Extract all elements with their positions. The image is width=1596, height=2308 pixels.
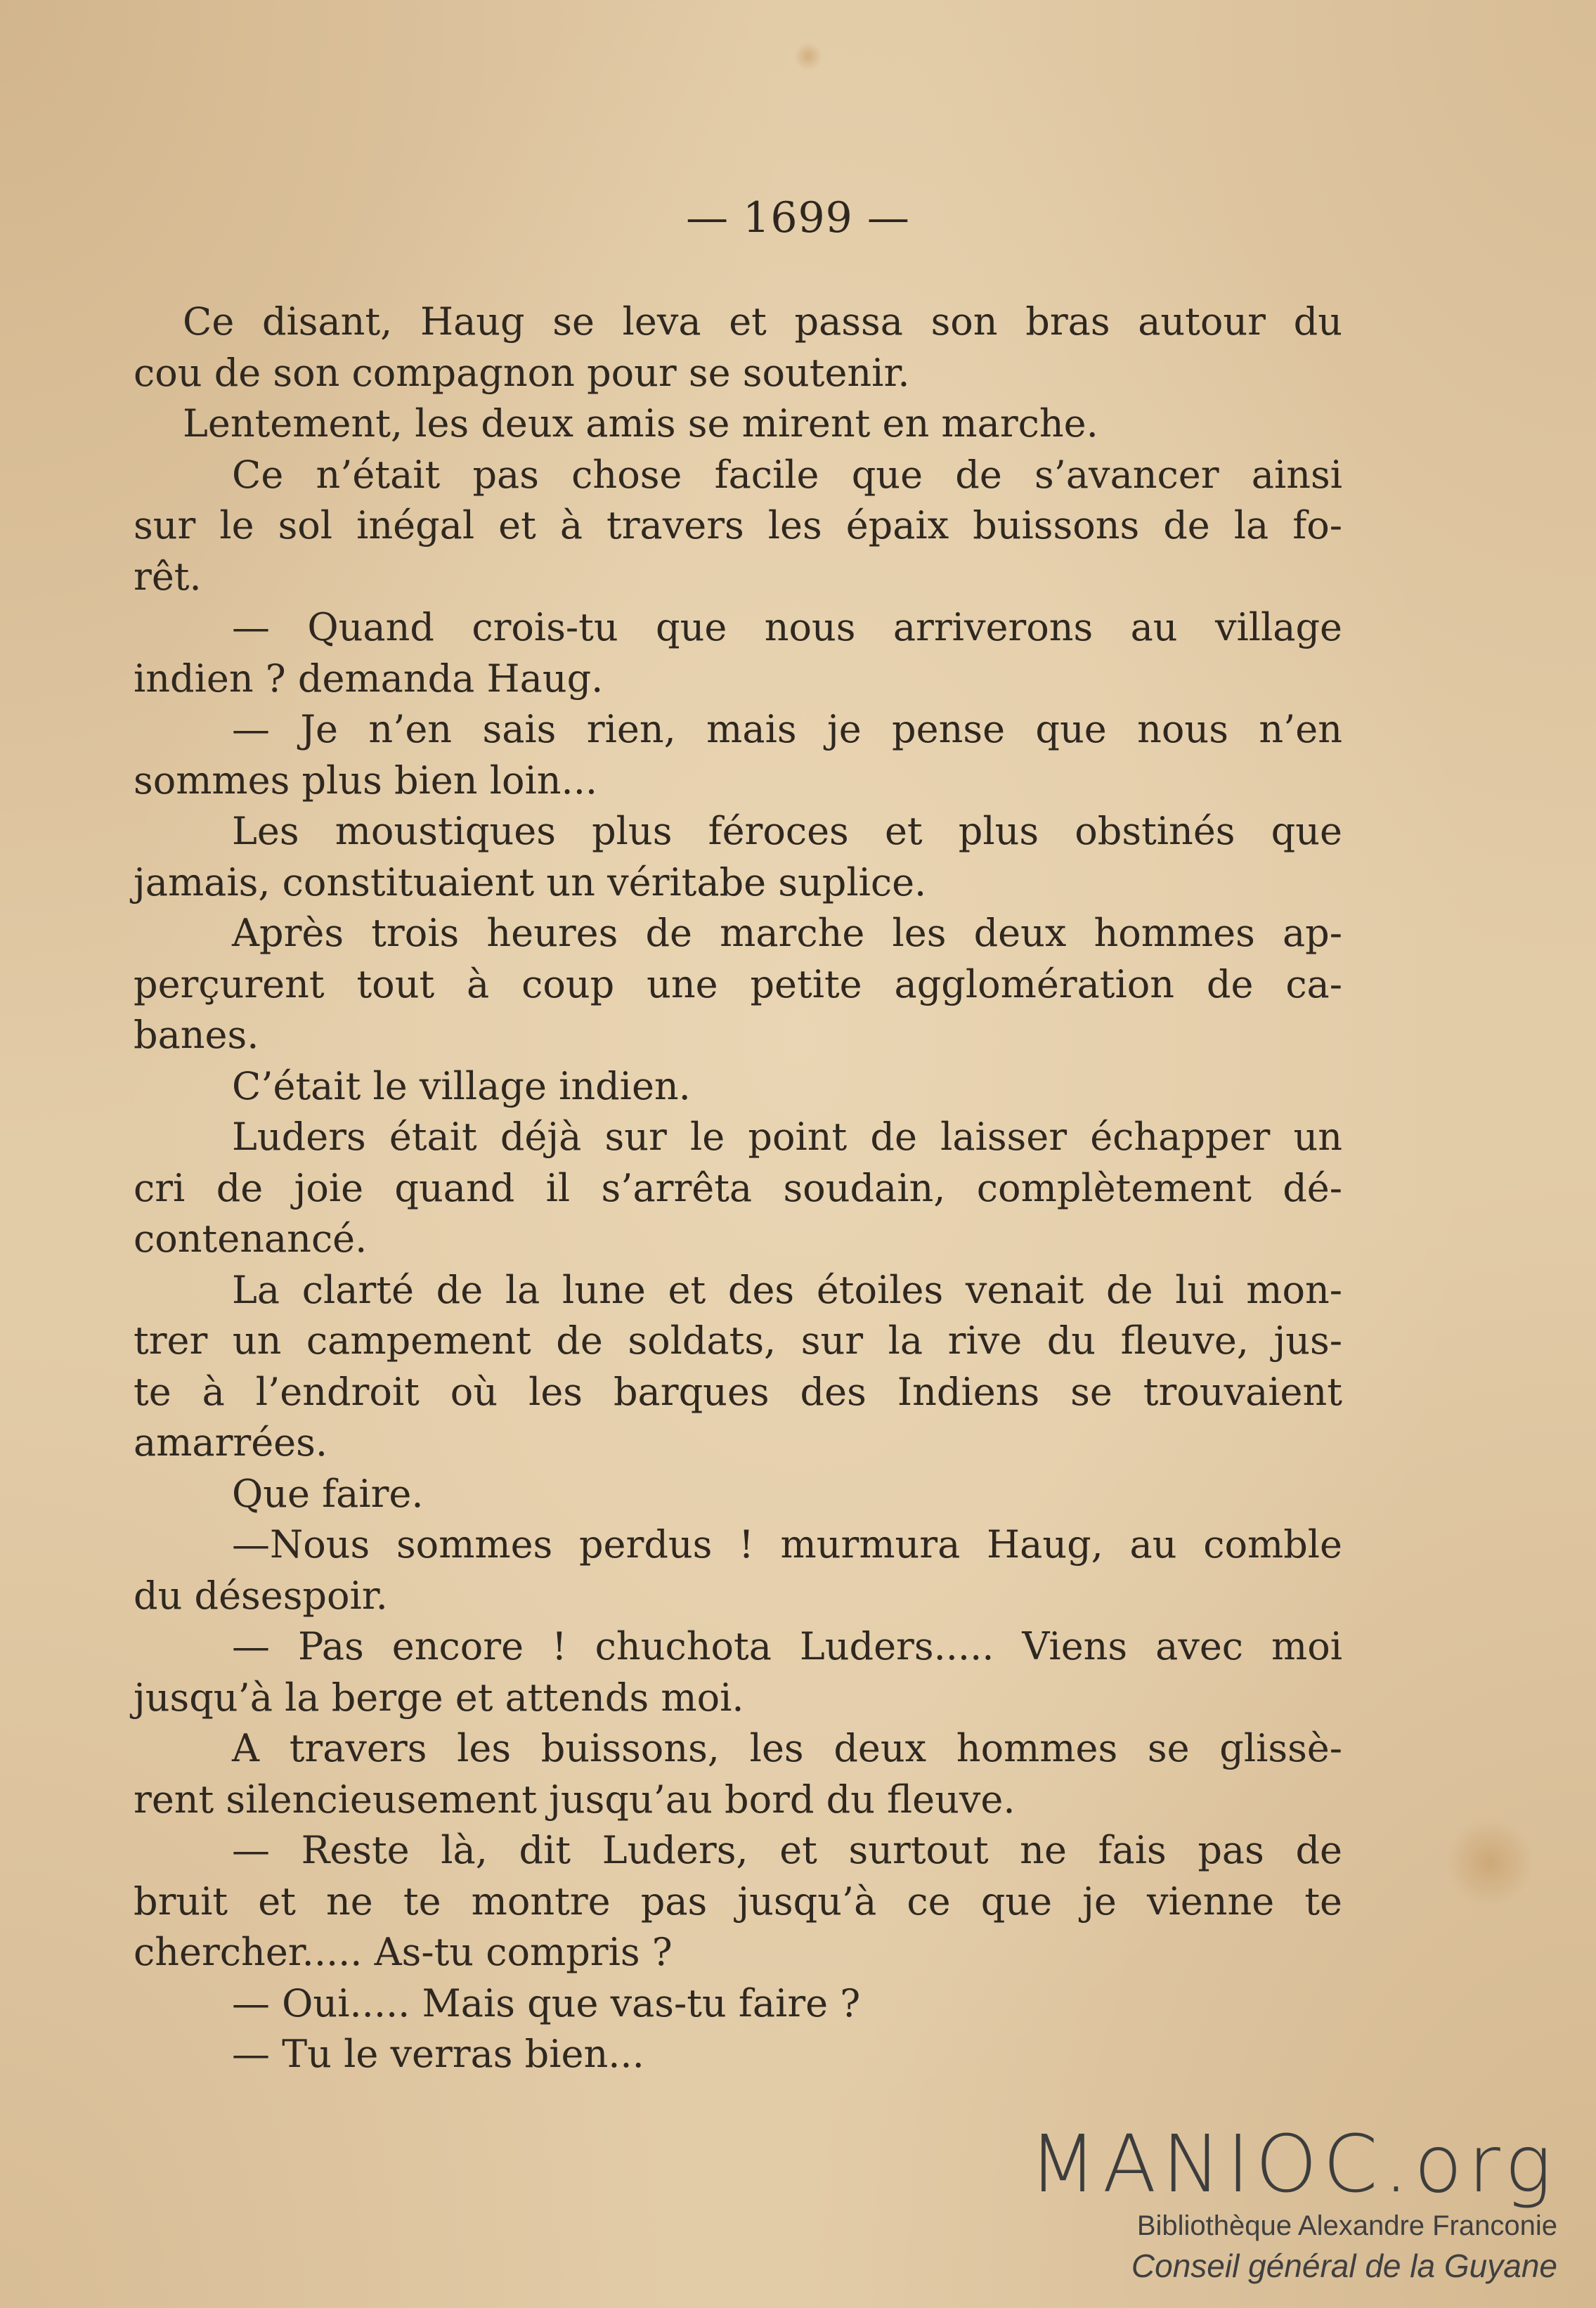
paper-stain: [1448, 1813, 1532, 1912]
text-line: — Je n’en sais rien, mais je pense que nous n’en: [232, 707, 1342, 751]
text-line: — Quand crois-tu que nous arriverons au village: [232, 605, 1342, 649]
text-line: Que faire.: [232, 1471, 424, 1516]
text-line: chercher..... As-tu compris ?: [134, 1930, 673, 1974]
text-line: La clarté de la lune et des étoiles venait de lui mon-: [232, 1267, 1342, 1312]
body-text: [134, 297, 1342, 2080]
text-line: jusqu’à la berge et attends moi.: [134, 1675, 744, 1720]
text-line: indien ? demanda Haug.: [134, 656, 604, 701]
text-line: Ce n’était pas chose facile que de s’avancer ainsi: [232, 452, 1342, 497]
text-line: trer un campement de soldats, sur la rive du fleuve, jus-: [134, 1318, 1342, 1363]
text-line: Luders était déjà sur le point de laisser échapper un: [232, 1115, 1342, 1159]
paper-stain: [794, 42, 822, 70]
council-name: Conseil général de la Guyane: [1131, 2248, 1557, 2284]
text-line: Ce disant, Haug se leva et passa son bras autour du: [183, 299, 1342, 344]
library-name: Bibliothèque Alexandre Franconie: [1136, 2210, 1557, 2241]
text-line: cou de son compagnon pour se soutenir.: [134, 350, 910, 395]
text-line: te à l’endroit où les barques des Indiens se trouvaient: [134, 1369, 1342, 1414]
text-line: amarrées.: [134, 1420, 328, 1465]
text-line: —Nous sommes perdus ! murmura Haug, au comble: [232, 1522, 1342, 1567]
text-line: — Tu le verras bien...: [232, 2032, 644, 2076]
text-line: perçurent tout à coup une petite agglomération de ca-: [134, 961, 1342, 1006]
page-number: — 1699 —: [686, 193, 910, 242]
manioc-logo: MANIOC.org: [1029, 2119, 1557, 2210]
text-line: rent silencieusement jusqu’au bord du fleuve.: [134, 1777, 1016, 1822]
text-line: contenancé.: [134, 1217, 368, 1261]
text-line: Les moustiques plus féroces et plus obstinés que: [232, 809, 1342, 853]
text-line: jamais, constituaient un véritabe suplice.: [134, 860, 927, 905]
text-line: bruit et ne te montre pas jusqu’à ce que je vienne te: [134, 1879, 1342, 1924]
text-line: cri de joie quand il s’arrêta soudain, complètement dé-: [134, 1165, 1342, 1210]
text-line: sur le sol inégal et à travers les épaix buissons de la fo-: [134, 503, 1342, 547]
text-line: — Oui..... Mais que vas-tu faire ?: [232, 1980, 861, 2025]
text-line: du désespoir.: [134, 1573, 388, 1618]
text-line: sommes plus bien loin...: [134, 758, 598, 803]
text-line: Après trois heures de marche les deux hommes ap-: [232, 911, 1342, 955]
text-line: — Pas encore ! chuchota Luders..... Viens avec moi: [232, 1624, 1342, 1668]
text-line: banes.: [134, 1013, 259, 1057]
text-line: Lentement, les deux amis se mirent en marche.: [183, 401, 1098, 446]
text-line: C’était le village indien.: [232, 1063, 691, 1108]
manioc-watermark: [1023, 2119, 1557, 2287]
text-line: A travers les buissons, les deux hommes se glissè-: [232, 1726, 1342, 1770]
text-line: rêt.: [134, 554, 202, 599]
text-line: — Reste là, dit Luders, et surtout ne fais pas de: [232, 1828, 1342, 1872]
